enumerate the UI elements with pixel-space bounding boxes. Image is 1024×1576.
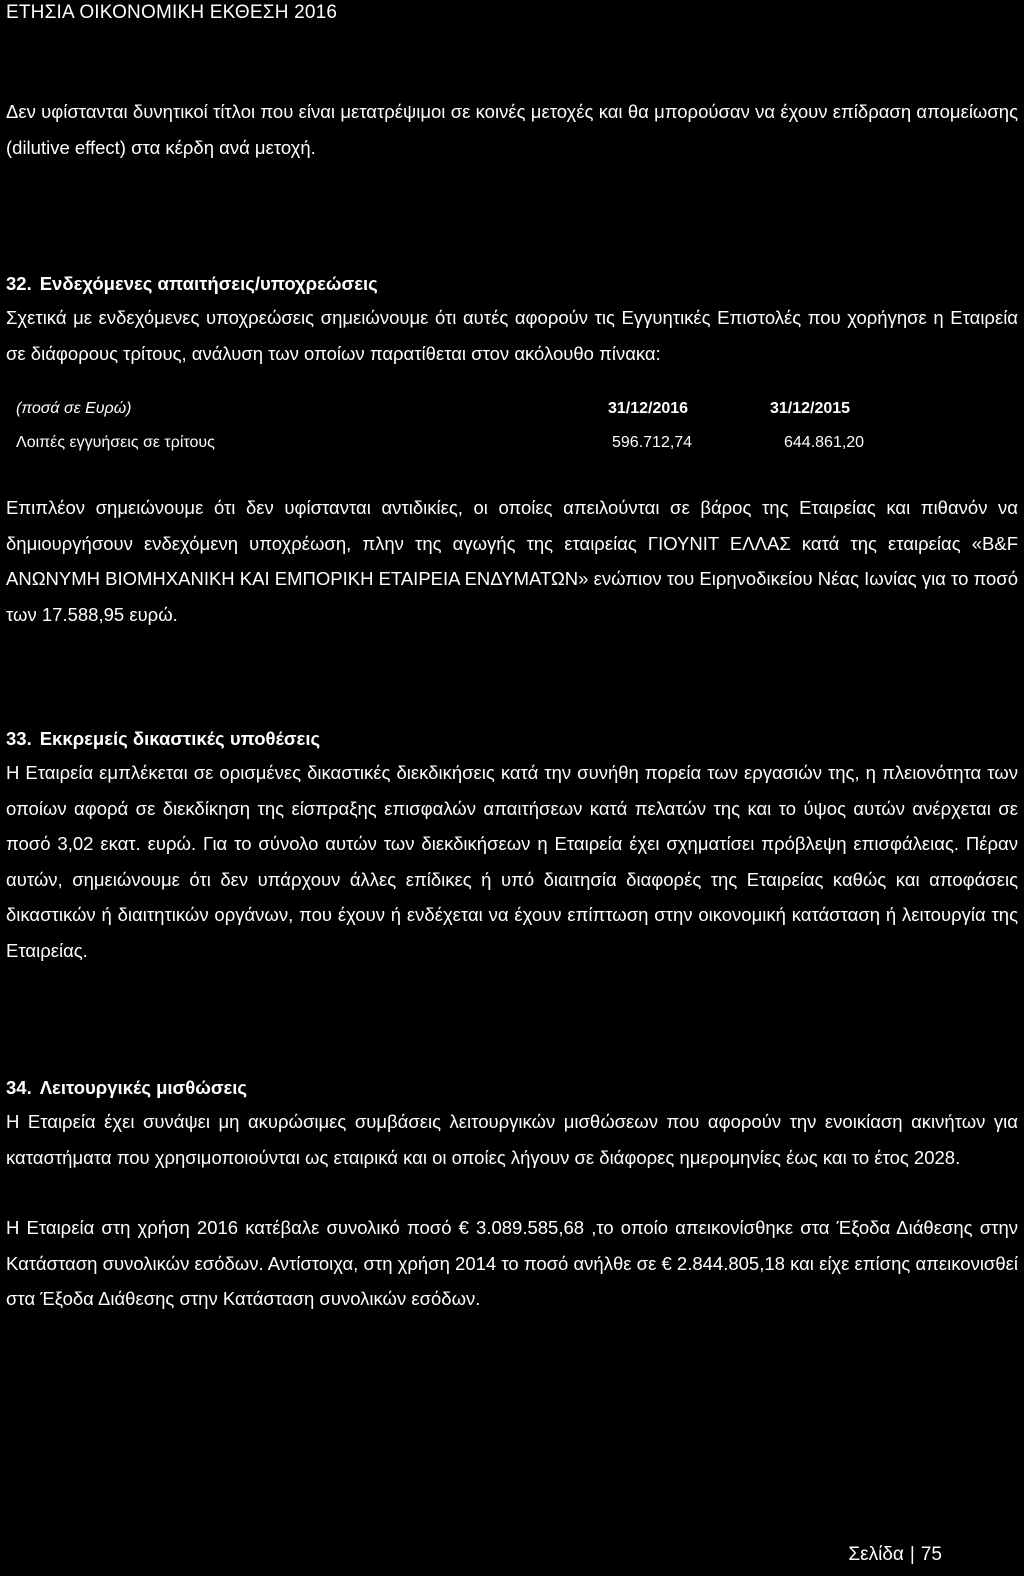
- section-34-paragraph-1: Η Εταιρεία έχει συνάψει μη ακυρώσιμες συμβάσεις λειτουργικών μισθώσεων που αφορούν την ενοικίαση ακινήτων για καταστήματα που χρησιμοποιούνται ως εταιρικά και οι οποίες λήγουν σε διάφορες ημερομηνίες έως και το έτος 2028.: [6, 1111, 1018, 1168]
- section-34-number: 34.: [6, 1077, 32, 1098]
- section-33-title: Εκκρεμείς δικαστικές υποθέσεις: [39, 728, 321, 749]
- value-2015: 644.861,20: [784, 434, 865, 451]
- document-header: ΕΤΗΣΙΑ ΟΙΚΟΝΟΜΙΚΗ ΕΚΘΕΣΗ 2016: [6, 2, 338, 23]
- page-number: 75: [920, 1544, 942, 1565]
- section-32-title: Ενδεχόμενες απαιτήσεις/υποχρεώσεις: [39, 273, 378, 294]
- section-34-heading: [6, 1077, 247, 1099]
- column-header-2015: 31/12/2015: [770, 400, 851, 417]
- table-row: [16, 426, 916, 456]
- page-separator: |: [909, 1544, 915, 1565]
- row-label: Λοιπές εγγυήσεις σε τρίτους: [16, 434, 215, 451]
- section-32-paragraph-1: Σχετικά με ενδεχόμενες υποχρεώσεις σημειώνουμε ότι αυτές αφορούν τις Εγγυητικές Επιστολές που χορήγησε η Εταιρεία σε διάφορους τρίτους, ανάλυση των οποίων παρατίθεται στον ακόλουθο πίνακα:: [6, 307, 1018, 364]
- page-footer: [848, 1544, 942, 1566]
- section-34-paragraph-2: Η Εταιρεία στη χρήση 2016 κατέβαλε συνολικό ποσό € 3.089.585,68 ,το οποίο απεικονίσθηκε στα Έξοδα Διάθεσης στην Κατάσταση συνολικών εσόδων. Αντίστοιχα, στη χρήση 2014 το ποσό ανήλθε σε € 2.844.805,18 και είχε επίσης απεικονισθεί στα Έξοδα Διάθεσης στην Κατάσταση συνολικών εσόδων.: [6, 1217, 1018, 1310]
- column-header-2016: 31/12/2016: [608, 400, 689, 417]
- page-label: Σελίδα: [848, 1544, 904, 1565]
- section-34-title: Λειτουργικές μισθώσεις: [39, 1077, 248, 1098]
- table-header-row: [16, 396, 916, 426]
- section-33-paragraph: Η Εταιρεία εμπλέκεται σε ορισμένες δικαστικές διεκδικήσεις κατά την συνήθη πορεία των εργασιών της, η πλειονότητα των οποίων αφορά σε διεκδίκηση της είσπραξης επισφαλών απαιτήσεων κατά πελατών της και το ύψος αυτών ανέρχεται σε ποσό 3,02 εκατ. ευρώ. Για το σύνολο αυτών των διεκδικήσεων η Εταιρεία έχει σχηματίσει πρόβλεψη επισφάλειας. Πέραν αυτών, σημειώνουμε ότι δεν υπάρχουν άλλες επίδικες ή υπό διαιτησία διαφορές της Εταιρείας καθώς και αποφάσεις δικαστικών ή διαιτητικών οργάνων, που έχουν ή ενδέχεται να έχουν επίπτωση στην οικονομική κατάσταση ή λειτουργία της Εταιρείας.: [6, 762, 1018, 961]
- guarantees-table: [16, 396, 916, 456]
- section-32-paragraph-2: Επιπλέον σημειώνουμε ότι δεν υφίστανται αντιδικίες, οι οποίες απειλούνται σε βάρος της Εταιρείας και πιθανόν να δημιουργήσουν ενδεχόμενη υποχρέωση, πλην της αγωγής της εταιρείας ΓΙΟΥΝΙΤ ΕΛΛΑΣ κατά της εταιρείας «B&F ΑΝΩΝΥΜΗ ΒΙΟΜΗΧΑΝΙΚΗ ΚΑΙ ΕΜΠΟΡΙΚΗ ΕΤΑΙΡΕΙΑ ΕΝΔΥΜΑΤΩΝ» ενώπιον του Ειρηνοδικείου Νέας Ιωνίας για το ποσό των 17.588,95 ευρώ.: [6, 497, 1018, 625]
- section-32-heading: [6, 273, 378, 295]
- unit-label: (ποσά σε Ευρώ): [16, 400, 132, 417]
- section-33-number: 33.: [6, 728, 32, 749]
- section-33-heading: [6, 728, 320, 750]
- section-32-number: 32.: [6, 273, 32, 294]
- intro-paragraph: Δεν υφίστανται δυνητικοί τίτλοι που είναι μετατρέψιμοι σε κοινές μετοχές και θα μπορούσαν να έχουν επίδραση απομείωσης (dilutive effect) στα κέρδη ανά μετοχή.: [6, 101, 1018, 158]
- value-2016: 596.712,74: [612, 434, 693, 451]
